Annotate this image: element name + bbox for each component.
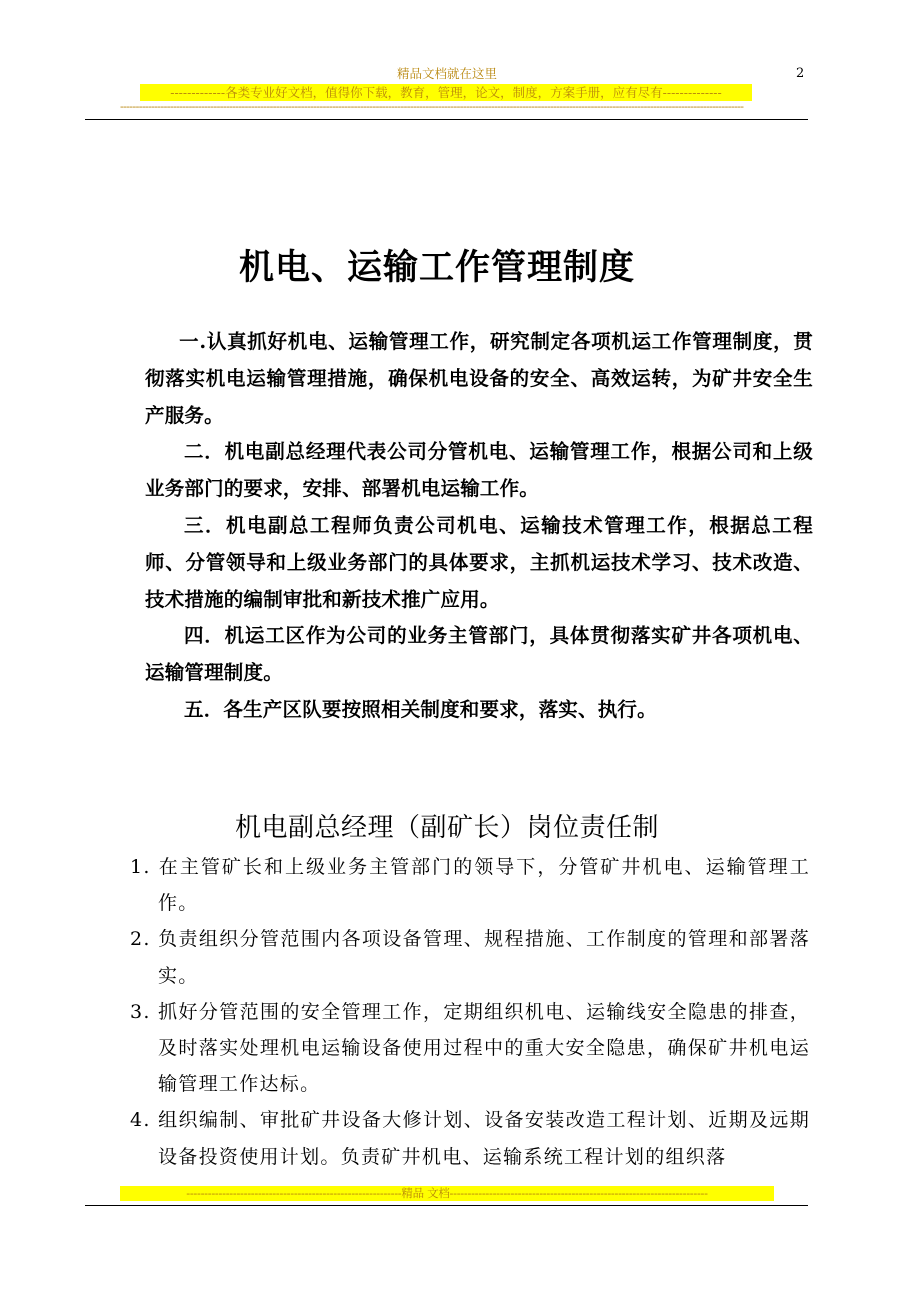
duty-item-2: 2. 负责组织分管范围内各项设备管理、规程措施、工作制度的管理和部署落实。 bbox=[130, 928, 810, 987]
paragraph-1: 一.认真抓好机电、运输管理工作，研究制定各项机运工作管理制度，贯彻落实机电运输管理措施，确保机电设备的安全、高效运转，为矿井安全生产服务。 bbox=[145, 330, 813, 427]
duty-item-3: 3. 抓好分管范围的安全管理工作，定期组织机电、运输线安全隐患的排查，及时落实处理机电运输设备使用过程中的重大安全隐患，确保矿井机电运输管理工作达标。 bbox=[130, 1000, 810, 1096]
duty-item-1: 1. 在主管矿长和上级业务主管部门的领导下，分管矿井机电、运输管理工作。 bbox=[130, 856, 810, 915]
paragraph-3: 三．机电副总工程师负责公司机电、运输技术管理工作，根据总工程师、分管领导和上级业务部门的具体要求，主抓机运技术学习、技术改造、技术措施的编制审批和新技术推广应用。 bbox=[145, 513, 813, 611]
duties-list bbox=[130, 849, 810, 1175]
paragraph-5: 五．各生产区队要按照相关制度和要求，落实、执行。 bbox=[184, 697, 657, 721]
header-rule bbox=[85, 119, 808, 120]
footer-banner: ------------------------------------------------------------精品 文档------------------------------------------------------------------------ bbox=[120, 1186, 774, 1201]
paragraph-4: 四．机运工区作为公司的业务主管部门，具体贯彻落实矿井各项机电、运输管理制度。 bbox=[145, 624, 813, 685]
section-subtitle: 机电副总经理（副矿长）岗位责任制 bbox=[234, 813, 659, 843]
document-title: 机电、运输工作管理制度 bbox=[238, 247, 635, 288]
header-banner: -------------各类专业好文档，值得你下载，教育，管理，论文，制度，方案手册，应有尽有-------------- bbox=[140, 84, 752, 101]
header-title: 精品文档就在这里 bbox=[396, 66, 497, 81]
duty-item-4: 4. 组织编制、审批矿井设备大修计划、设备安装改造工程计划、近期及远期设备投资使用计划。负责矿井机电、运输系统工程计划的组织落 bbox=[130, 1109, 810, 1168]
page-number: 2 bbox=[796, 66, 805, 81]
paragraph-2: 二．机电副总经理代表公司分管机电、运输管理工作，根据公司和上级业务部门的要求，安排、部署机电运输工作。 bbox=[145, 440, 813, 501]
footer-rule bbox=[85, 1205, 808, 1206]
header-dash-line: -------------------------------------------------------------------------------------------------------------------------------------------------------------------------------------------------------- bbox=[120, 101, 744, 113]
regulation-section bbox=[145, 324, 813, 729]
